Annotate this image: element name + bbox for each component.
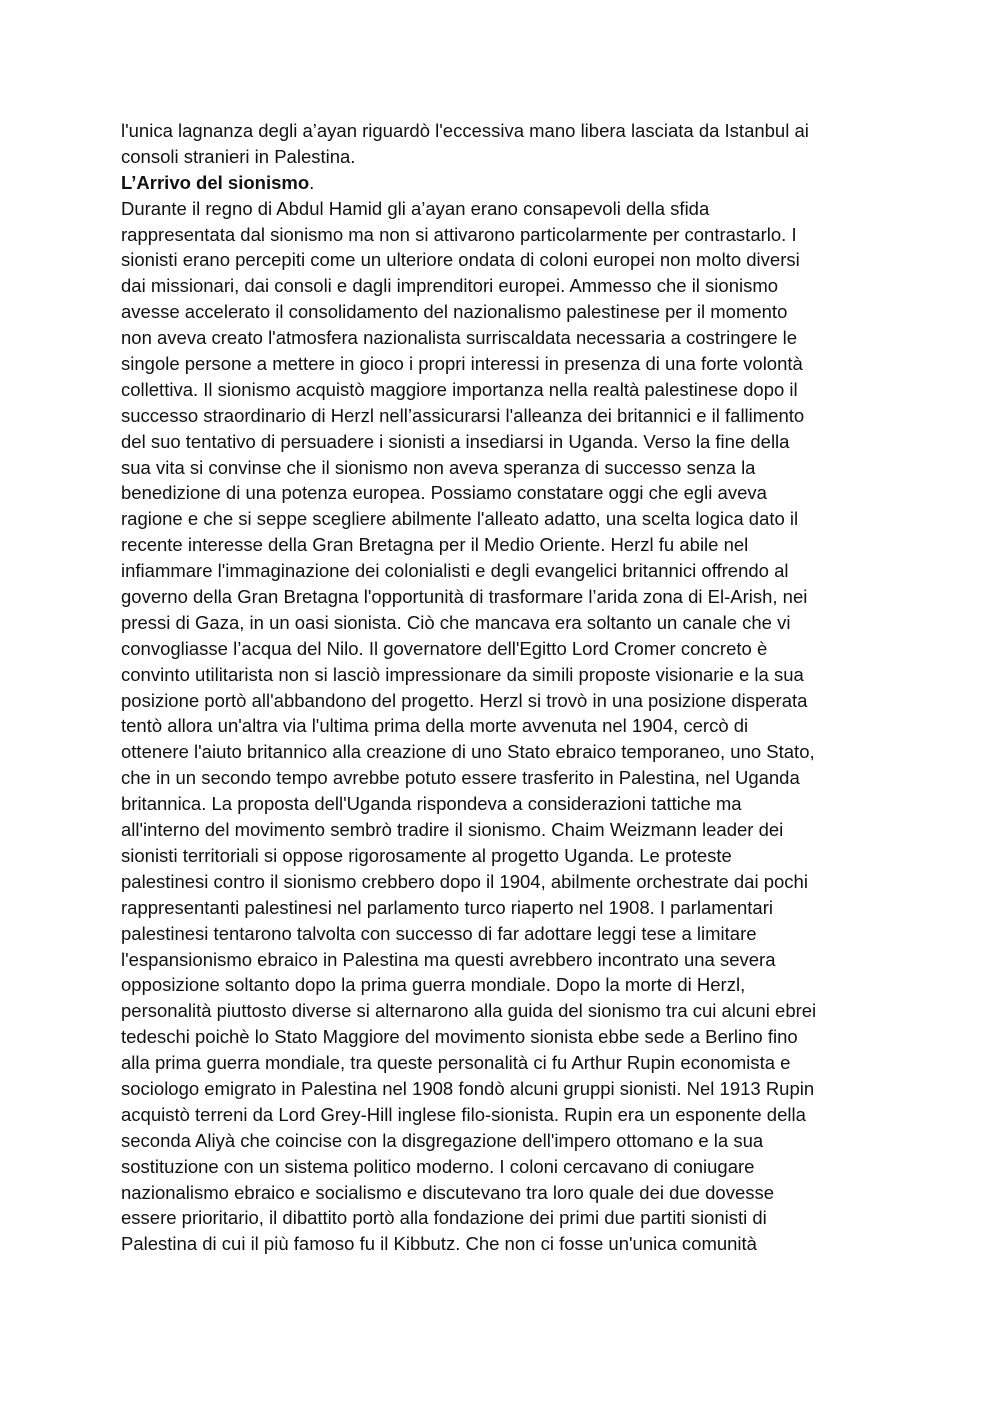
body-line: l'espansionismo ebraico in Palestina ma questi avrebbero incontrato una severa <box>121 948 776 970</box>
body-line: convogliasse l’acqua del Nilo. Il governatore dell'Egitto Lord Cromer concreto è <box>121 637 768 659</box>
body-line: avesse accelerato il consolidamento del nazionalismo palestinese per il momento <box>121 301 788 323</box>
section-heading <box>121 170 901 196</box>
section-heading-title: L’Arrivo del sionismo <box>121 171 310 193</box>
body-line: Palestina di cui il più famoso fu il Kibbutz. Che non ci fosse un'unica comunità <box>121 1233 757 1255</box>
body-line: alla prima guerra mondiale, tra queste personalità ci fu Arthur Rupin economista e <box>121 1052 791 1074</box>
body-line: tentò allora un'altra via l'ultima prima della morte avvenuta nel 1904, cercò di <box>121 715 749 737</box>
body-line: successo straordinario di Herzl nell’assicurarsi l'alleanza dei britannici e il fallimento <box>121 404 805 426</box>
intro-line: l'unica lagnanza degli a’ayan riguardò l'eccessiva mano libera lasciata da Istanbul ai <box>121 120 809 141</box>
body-paragraph <box>121 196 901 1258</box>
body-line: seconda Aliyà che coincise con la disgregazione dell'impero ottomano e la sua <box>121 1129 764 1151</box>
body-line: sua vita si convinse che il sionismo non aveva speranza di successo senza la <box>121 456 756 478</box>
body-line: nazionalismo ebraico e socialismo e discutevano tra loro quale dei due dovesse <box>121 1181 775 1203</box>
body-line: governo della Gran Bretagna l'opportunità di trasformare l’arida zona di El-Arish, nei <box>121 586 808 608</box>
body-line: acquistò terreni da Lord Grey-Hill inglese filo-sionista. Rupin era un esponente della <box>121 1103 806 1125</box>
body-line: ottenere l'aiuto britannico alla creazione di uno Stato ebraico temporaneo, uno Stato, <box>121 741 815 763</box>
body-line: sociologo emigrato in Palestina nel 1908 fondò alcuni gruppi sionisti. Nel 1913 Rupin <box>121 1077 815 1099</box>
section-heading-period: . <box>309 171 315 193</box>
body-line: pressi di Gaza, in un oasi sionista. Ciò che mancava era soltanto un canale che vi <box>121 611 791 633</box>
body-line: essere prioritario, il dibattito portò alla fondazione dei primi due partiti sionisti di <box>121 1207 767 1229</box>
body-line: recente interesse della Gran Bretagna per il Medio Oriente. Herzl fu abile nel <box>121 534 749 556</box>
body-line: sionisti erano percepiti come un ulteriore ondata di coloni europei non molto diversi <box>121 249 800 271</box>
body-line: Durante il regno di Abdul Hamid gli a’ayan erano consapevoli della sfida <box>121 197 710 219</box>
body-line: ragione e che si seppe scegliere abilmente l'alleato adatto, una scelta logica dato il <box>121 508 799 530</box>
body-line: dai missionari, dai consoli e dagli imprenditori europei. Ammesso che il sionismo <box>121 275 779 297</box>
body-line: tedeschi poichè lo Stato Maggiore del movimento sionista ebbe sede a Berlino fino <box>121 1026 798 1048</box>
body-line: collettiva. Il sionismo acquistò maggiore importanza nella realtà palestinese dopo il <box>121 378 798 400</box>
intro-line: consoli stranieri in Palestina. <box>121 145 356 167</box>
body-line: posizione portò all'abbandono del progetto. Herzl si trovò in una posizione disperata <box>121 689 808 711</box>
body-line: infiammare l'immaginazione dei colonialisti e degli evangelici britannici offrendo al <box>121 560 789 582</box>
body-line: convinto utilitarista non si lasciò impressionare da simili proposte visionarie e la sua <box>121 663 804 685</box>
body-line: palestinesi tentarono talvolta con successo di far adottare leggi tese a limitare <box>121 922 757 944</box>
body-line: che in un secondo tempo avrebbe potuto essere trasferito in Palestina, nel Uganda <box>121 767 800 789</box>
body-line: sostituzione con un sistema politico moderno. I coloni cercavano di coniugare <box>121 1155 755 1177</box>
body-line: personalità piuttosto diverse si alternarono alla guida del sionismo tra cui alcuni ebrei <box>121 1000 817 1022</box>
body-line: rappresentata dal sionismo ma non si attivarono particolarmente per contrastarlo. I <box>121 223 797 245</box>
body-line: britannica. La proposta dell'Uganda rispondeva a considerazioni tattiche ma <box>121 793 742 815</box>
body-line: opposizione soltanto dopo la prima guerra mondiale. Dopo la morte di Herzl, <box>121 974 746 996</box>
body-line: non aveva creato l'atmosfera nazionalista surriscaldata necessaria a costringere le <box>121 327 798 349</box>
body-line: benedizione di una potenza europea. Possiamo constatare oggi che egli aveva <box>121 482 767 504</box>
body-line: rappresentanti palestinesi nel parlamento turco riaperto nel 1908. I parlamentari <box>121 896 773 918</box>
body-line: sionisti territoriali si oppose rigorosamente al progetto Uganda. Le proteste <box>121 844 732 866</box>
body-line: del suo tentativo di persuadere i sionisti a insediarsi in Uganda. Verso la fine della <box>121 430 790 452</box>
body-line: singole persone a mettere in gioco i propri interessi in presenza di una forte volontà <box>121 353 803 375</box>
body-line: all'interno del movimento sembrò tradire il sionismo. Chaim Weizmann leader dei <box>121 819 784 841</box>
body-line: palestinesi contro il sionismo crebbero dopo il 1904, abilmente orchestrate dai pochi <box>121 870 808 892</box>
document-body <box>121 118 901 1257</box>
